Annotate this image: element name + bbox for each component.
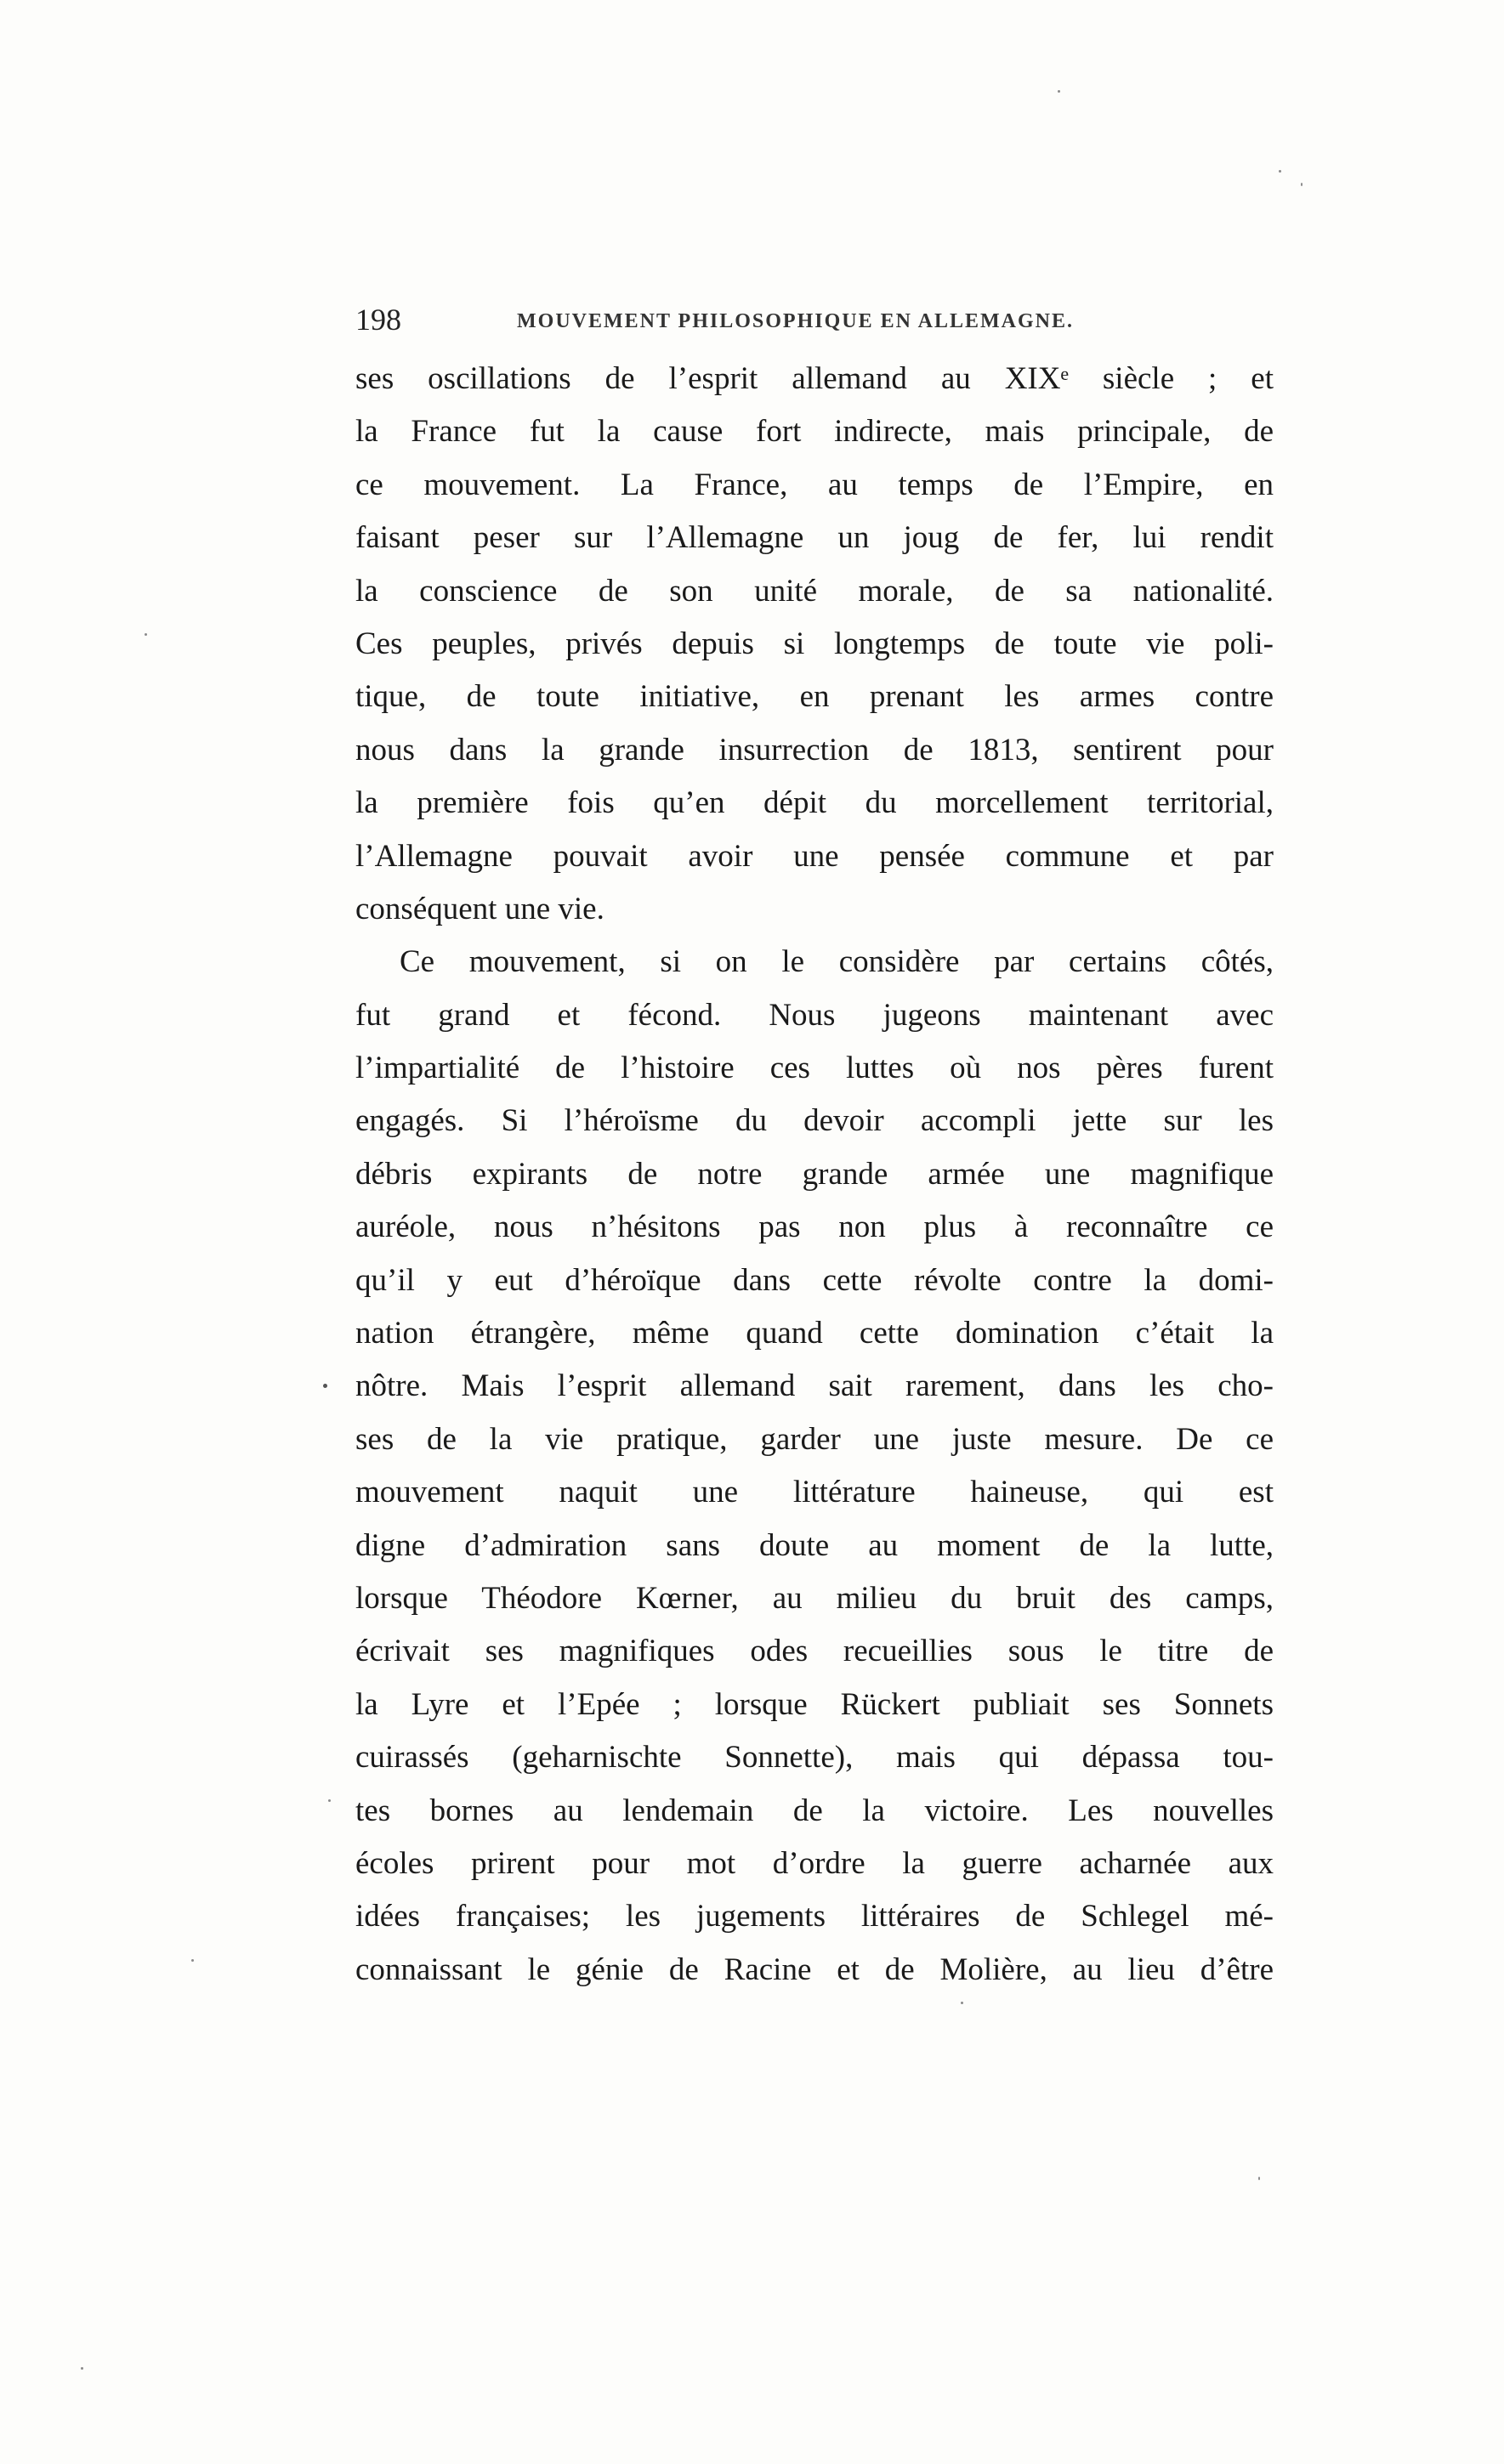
page-number: 198 <box>355 303 401 337</box>
text-line: Ce mouvement, si on le considère par certains côtés, <box>400 944 1274 980</box>
text-line: l’Allemagne pouvait avoir une pensée commune et par <box>355 838 1274 874</box>
text-line: mouvement naquit une littérature haineuse, qui est <box>355 1475 1274 1510</box>
scan-speck <box>145 633 147 636</box>
text-line: Ces peuples, privés depuis si longtemps de toute vie poli- <box>355 626 1274 661</box>
scan-speck <box>1258 2177 1260 2180</box>
text-line: ses de la vie pratique, garder une juste mesure. De ce <box>355 1421 1274 1457</box>
text-line: fut grand et fécond. Nous jugeons maintenant avec <box>355 997 1274 1033</box>
text-line: écoles prirent pour mot d’ordre la guerre acharnée aux <box>355 1845 1274 1881</box>
scan-speck <box>1058 90 1060 93</box>
text-line: écrivait ses magnifiques odes recueillies sous le titre de <box>355 1634 1274 1669</box>
running-head <box>355 299 1274 340</box>
text-line: faisant peser sur l’Allemagne un joug de fer, lui rendit <box>355 520 1274 556</box>
text-line: tique, de toute initiative, en prenant les armes contre <box>355 679 1274 715</box>
body-text <box>355 353 1274 1997</box>
text-line: la France fut la cause fort indirecte, mais principale, de <box>355 414 1274 450</box>
text-line: connaissant le génie de Racine et de Molière, au lieu d’être <box>355 1951 1274 1987</box>
text-line: nôtre. Mais l’esprit allemand sait rarement, dans les cho- <box>355 1368 1274 1404</box>
text-line: la conscience de son unité morale, de sa nationalité. <box>355 573 1274 609</box>
text-line: la première fois qu’en dépit du morcellement territorial, <box>355 785 1274 821</box>
scan-speck <box>328 1799 331 1802</box>
text-line: lorsque Théodore Kœrner, au milieu du bruit des camps, <box>355 1580 1274 1616</box>
text-line: conséquent une vie. <box>355 891 604 926</box>
text-line: nous dans la grande insurrection de 1813, sentirent pour <box>355 732 1274 768</box>
scan-speck <box>323 1384 327 1388</box>
scan-speck <box>1279 170 1281 173</box>
text-line: l’impartialité de l’histoire ces luttes où nos pères furent <box>355 1051 1274 1086</box>
scan-speck <box>81 2367 83 2370</box>
scan-speck <box>191 1959 194 1962</box>
text-line: digne d’admiration sans doute au moment de la lutte, <box>355 1527 1274 1563</box>
text-line: cuirassés (geharnischte Sonnette), mais qui dépassa tou- <box>355 1740 1274 1776</box>
text-line: idées françaises; les jugements littéraires de Schlegel mé- <box>355 1899 1274 1934</box>
text-line: débris expirants de notre grande armée une magnifique <box>355 1156 1274 1192</box>
scan-speck <box>961 2002 963 2004</box>
text-line: nation étrangère, même quand cette domination c’était la <box>355 1316 1274 1351</box>
text-line: auréole, nous n’hésitons pas non plus à reconnaître ce <box>355 1209 1274 1245</box>
text-line: ses oscillations de l’esprit allemand au XIXᵉ siècle ; et <box>355 361 1274 396</box>
text-line: qu’il y eut d’héroïque dans cette révolte contre la domi- <box>355 1262 1274 1298</box>
text-line: ce mouvement. La France, au temps de l’Empire, en <box>355 467 1274 502</box>
scan-speck <box>1301 183 1303 186</box>
text-line: engagés. Si l’héroïsme du devoir accompli jette sur les <box>355 1103 1274 1139</box>
text-line: la Lyre et l’Epée ; lorsque Rückert publiait ses Sonnets <box>355 1686 1274 1722</box>
text-line: tes bornes au lendemain de la victoire. Les nouvelles <box>355 1793 1274 1828</box>
running-head-title: MOUVEMENT PHILOSOPHIQUE EN ALLEMAGNE. <box>517 310 1074 332</box>
